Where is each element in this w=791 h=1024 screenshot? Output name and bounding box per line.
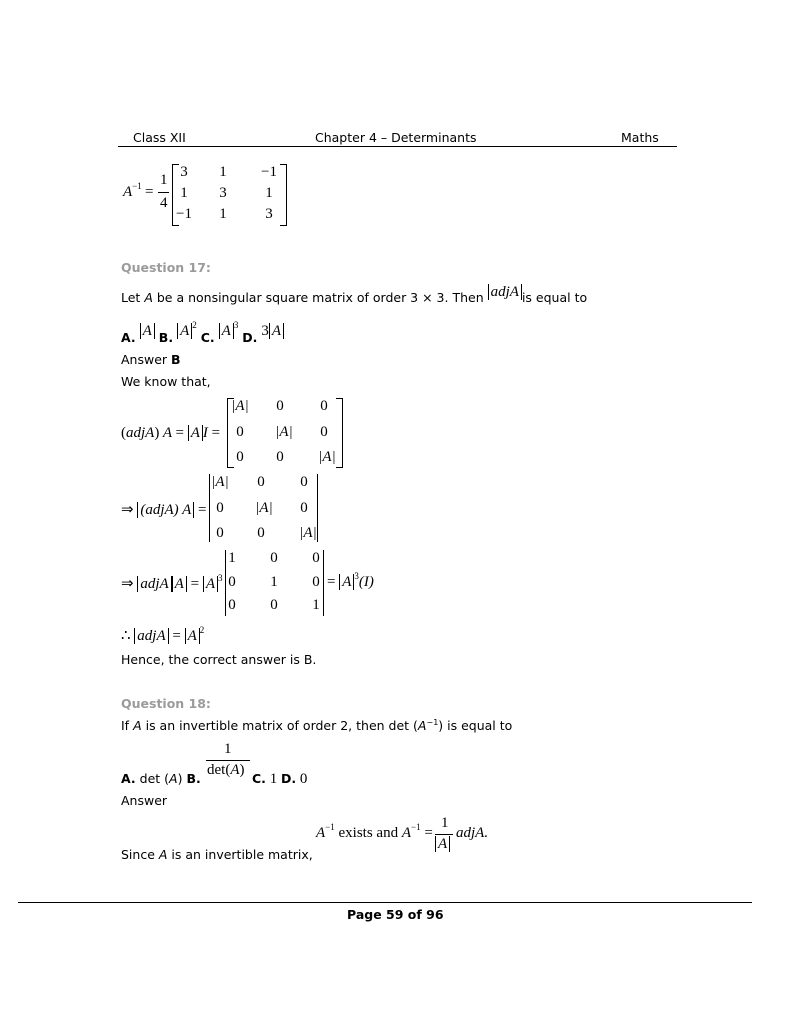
eq3-lhs: ⇒ adjA A = A $^3$ — [121, 573, 223, 592]
matrix-cell: 1 — [312, 597, 320, 613]
matrix-cell: 1 — [180, 185, 188, 201]
matrix-cell: |A| — [255, 500, 273, 516]
eq1-lhs: (adjA) A = A I = — [121, 425, 221, 441]
matrix-cell: 0 — [236, 449, 244, 465]
q17-option-c-expr: A — [219, 323, 234, 339]
matrix-cell: |A| — [275, 424, 293, 440]
q17-option-b-expr: A — [177, 323, 192, 339]
question-18-title: Question 18: — [121, 696, 211, 711]
matrix-cell: |A| — [299, 525, 317, 541]
matrix-cell: 3 — [219, 185, 227, 201]
matrix-cell: 0 — [270, 597, 278, 613]
matrix-cell: 0 — [320, 424, 328, 440]
q17-answer-value: B — [171, 352, 181, 367]
matrix-cell: 0 — [257, 474, 265, 490]
matrix-cell: 0 — [312, 574, 320, 590]
question-17-stem: Let A be a nonsingular square matrix of order 3 × 3. Then adjA is equal to — [121, 284, 588, 305]
q18-option-b-bar — [206, 760, 250, 761]
header-rule — [118, 146, 677, 147]
matrix-cell: 0 — [276, 449, 284, 465]
matrix-cell: 0 — [270, 550, 278, 566]
q17-stem-expr: adjA — [488, 284, 522, 300]
question-17-options: A. A B. A $^2$ C. A $^3$ D. 3 A — [121, 323, 284, 340]
q17-option-b-letter: B. — [158, 330, 174, 345]
q18-formula-num: 1 — [441, 815, 449, 831]
page-number: Page 59 of 96 — [347, 907, 444, 922]
question-17-title: Question 17: — [121, 260, 211, 275]
matrix-cell: 0 — [300, 474, 308, 490]
matrix-cell: |A| — [211, 474, 229, 490]
matrix-cell: 3 — [180, 164, 188, 180]
matrix-cell: 1 — [219, 164, 227, 180]
matrix-cell: 0 — [216, 525, 224, 541]
matrix-cell: 1 — [228, 550, 236, 566]
matrix-cell: 0 — [276, 398, 284, 414]
matrix-cell: 0 — [320, 398, 328, 414]
matrix-cell: 0 — [236, 424, 244, 440]
q18-options-cd: C. 1 D. 0 — [252, 771, 308, 787]
matrix-cell: |A| — [231, 398, 249, 414]
question-18-stem: If A is an invertible matrix of order 2, then $\det (A^{-1})$ is equal to — [121, 718, 513, 734]
q18-option-b-den: det(A) — [207, 762, 245, 778]
q17-option-d-letter: D. — [242, 330, 258, 345]
matrix-cell: |A| — [318, 449, 336, 465]
q17-equation-4: ∴ adjA = A $^2$ — [121, 625, 205, 644]
matrix-cell: −1 — [176, 206, 192, 222]
q17-option-d-coef: 3 — [261, 323, 269, 339]
matrix-cell: 1 — [219, 206, 227, 222]
top-matrix-fraction-den: 4 — [160, 195, 168, 211]
footer-rule — [18, 902, 752, 903]
q18-option-a: A. det (A) B. — [121, 771, 201, 786]
q18-formula-bar — [435, 834, 453, 835]
q18-answer-label: Answer — [121, 793, 168, 808]
matrix-cell: 0 — [257, 525, 265, 541]
matrix-cell: 0 — [312, 550, 320, 566]
q18-formula-adj: adjA. — [456, 825, 489, 841]
matrix-cell: −1 — [261, 164, 277, 180]
q17-option-a-letter: A. — [121, 330, 136, 345]
matrix-cell: 0 — [228, 574, 236, 590]
q17-conclusion: Hence, the correct answer is B. — [121, 652, 317, 667]
q17-option-a-expr: A — [140, 323, 155, 339]
matrix-cell: 0 — [228, 597, 236, 613]
top-matrix-fraction-num: 1 — [160, 172, 168, 188]
top-matrix-lhs: $A^{-1}$ — [123, 181, 142, 200]
q17-option-d-expr: A — [269, 323, 284, 339]
matrix-cell: 1 — [270, 574, 278, 590]
q18-option-b-letter: B. — [186, 771, 201, 786]
q18-formula-left: $A^{-1}$ exists and $A^{-1}$ = — [316, 822, 433, 841]
q18-option-b-num: 1 — [224, 741, 232, 757]
top-matrix-equals: = — [145, 184, 154, 200]
matrix-cell: 3 — [265, 206, 273, 222]
header-subject: Maths — [621, 130, 659, 145]
header-chapter: Chapter 4 – Determinants — [315, 130, 477, 145]
header-class: Class XII — [133, 130, 186, 145]
eq3-rhs: = A $^3$(I) — [327, 571, 374, 590]
matrix-cell: 0 — [300, 500, 308, 516]
matrix-cell: 1 — [265, 185, 273, 201]
q17-we-know: We know that, — [121, 374, 211, 389]
q17-option-c-letter: C. — [200, 330, 215, 345]
matrix-cell: 0 — [216, 500, 224, 516]
eq2-lhs: ⇒ (adjA) A = — [121, 502, 207, 518]
q18-formula-den: A — [435, 836, 450, 852]
q18-since-line: Since A is an invertible matrix, — [121, 847, 313, 862]
q17-answer-line: Answer B — [121, 352, 181, 367]
